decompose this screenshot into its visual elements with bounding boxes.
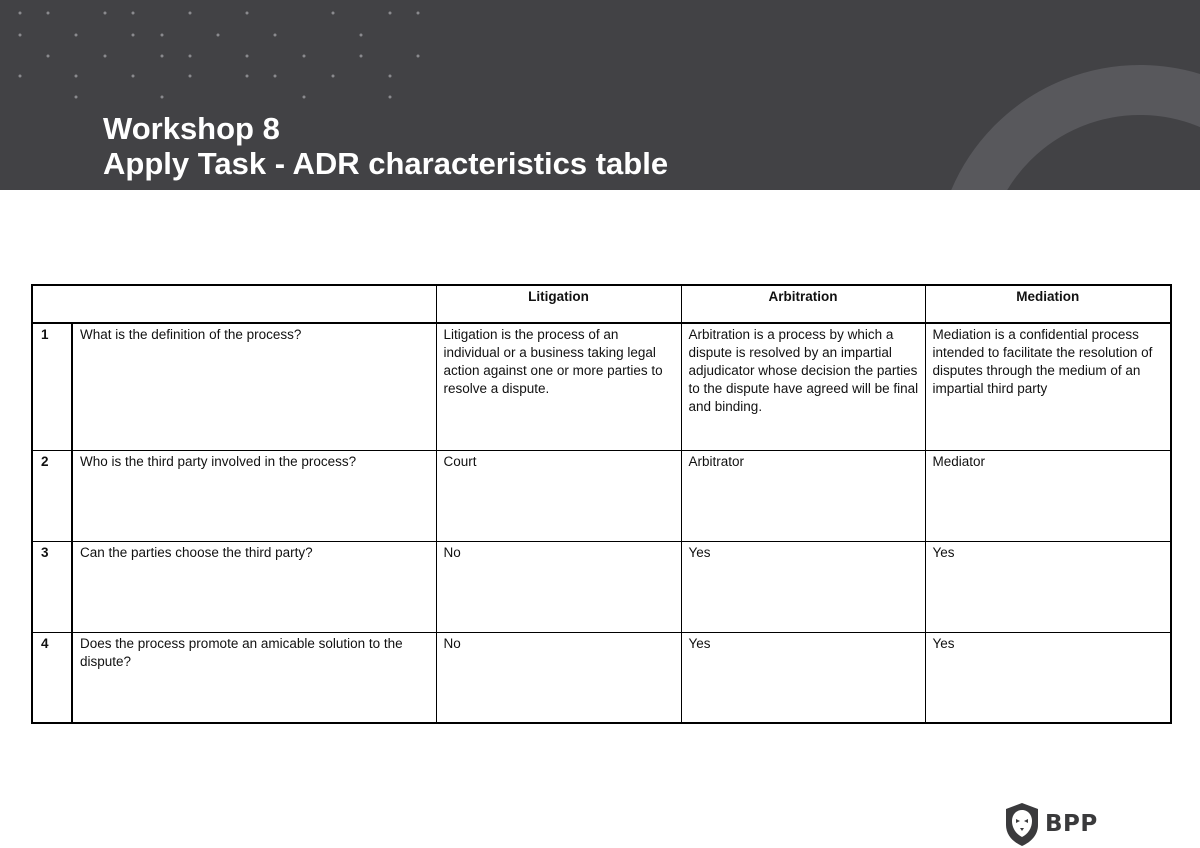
row-number: 3 (32, 541, 72, 632)
cell-litigation: Litigation is the process of an individual or a business taking legal action against one or more parties to resolve a dispute. (436, 323, 681, 450)
cell-mediation: Yes (925, 632, 1171, 723)
table-row (32, 450, 1171, 541)
header-banner (0, 0, 1200, 190)
cell-arbitration: Yes (681, 541, 925, 632)
table-row (32, 541, 1171, 632)
cell-litigation: No (436, 632, 681, 723)
header-corner-cell (32, 285, 436, 323)
cell-litigation: Court (436, 450, 681, 541)
lion-shield-icon (1003, 801, 1041, 847)
cell-arbitration: Arbitrator (681, 450, 925, 541)
cell-arbitration: Yes (681, 632, 925, 723)
row-number: 1 (32, 323, 72, 450)
row-question: What is the definition of the process? (72, 323, 436, 450)
table-header-row (32, 285, 1171, 323)
column-header-arbitration: Arbitration (681, 285, 925, 323)
title-line-2: Apply Task - ADR characteristics table (103, 146, 669, 181)
row-question: Can the parties choose the third party? (72, 541, 436, 632)
cell-mediation: Mediator (925, 450, 1171, 541)
row-number: 2 (32, 450, 72, 541)
adr-characteristics-table (31, 284, 1172, 724)
cell-mediation: Mediation is a confidential process intended to facilitate the resolution of disputes through the medium of an impartial third party (925, 323, 1171, 450)
cell-litigation: No (436, 541, 681, 632)
row-number: 4 (32, 632, 72, 723)
table-row (32, 632, 1171, 723)
title-line-1: Workshop 8 (103, 111, 280, 146)
cell-arbitration: Arbitration is a process by which a dispute is resolved by an impartial adjudicator whose decision the parties to the dispute have agreed will be final and binding. (681, 323, 925, 450)
page-title (103, 111, 668, 181)
column-header-mediation: Mediation (925, 285, 1171, 323)
logo-text: BPP (1045, 811, 1098, 837)
cell-mediation: Yes (925, 541, 1171, 632)
bpp-logo (1003, 800, 1103, 848)
row-question: Does the process promote an amicable solution to the dispute? (72, 632, 436, 723)
column-header-litigation: Litigation (436, 285, 681, 323)
table-row (32, 323, 1171, 450)
row-question: Who is the third party involved in the process? (72, 450, 436, 541)
